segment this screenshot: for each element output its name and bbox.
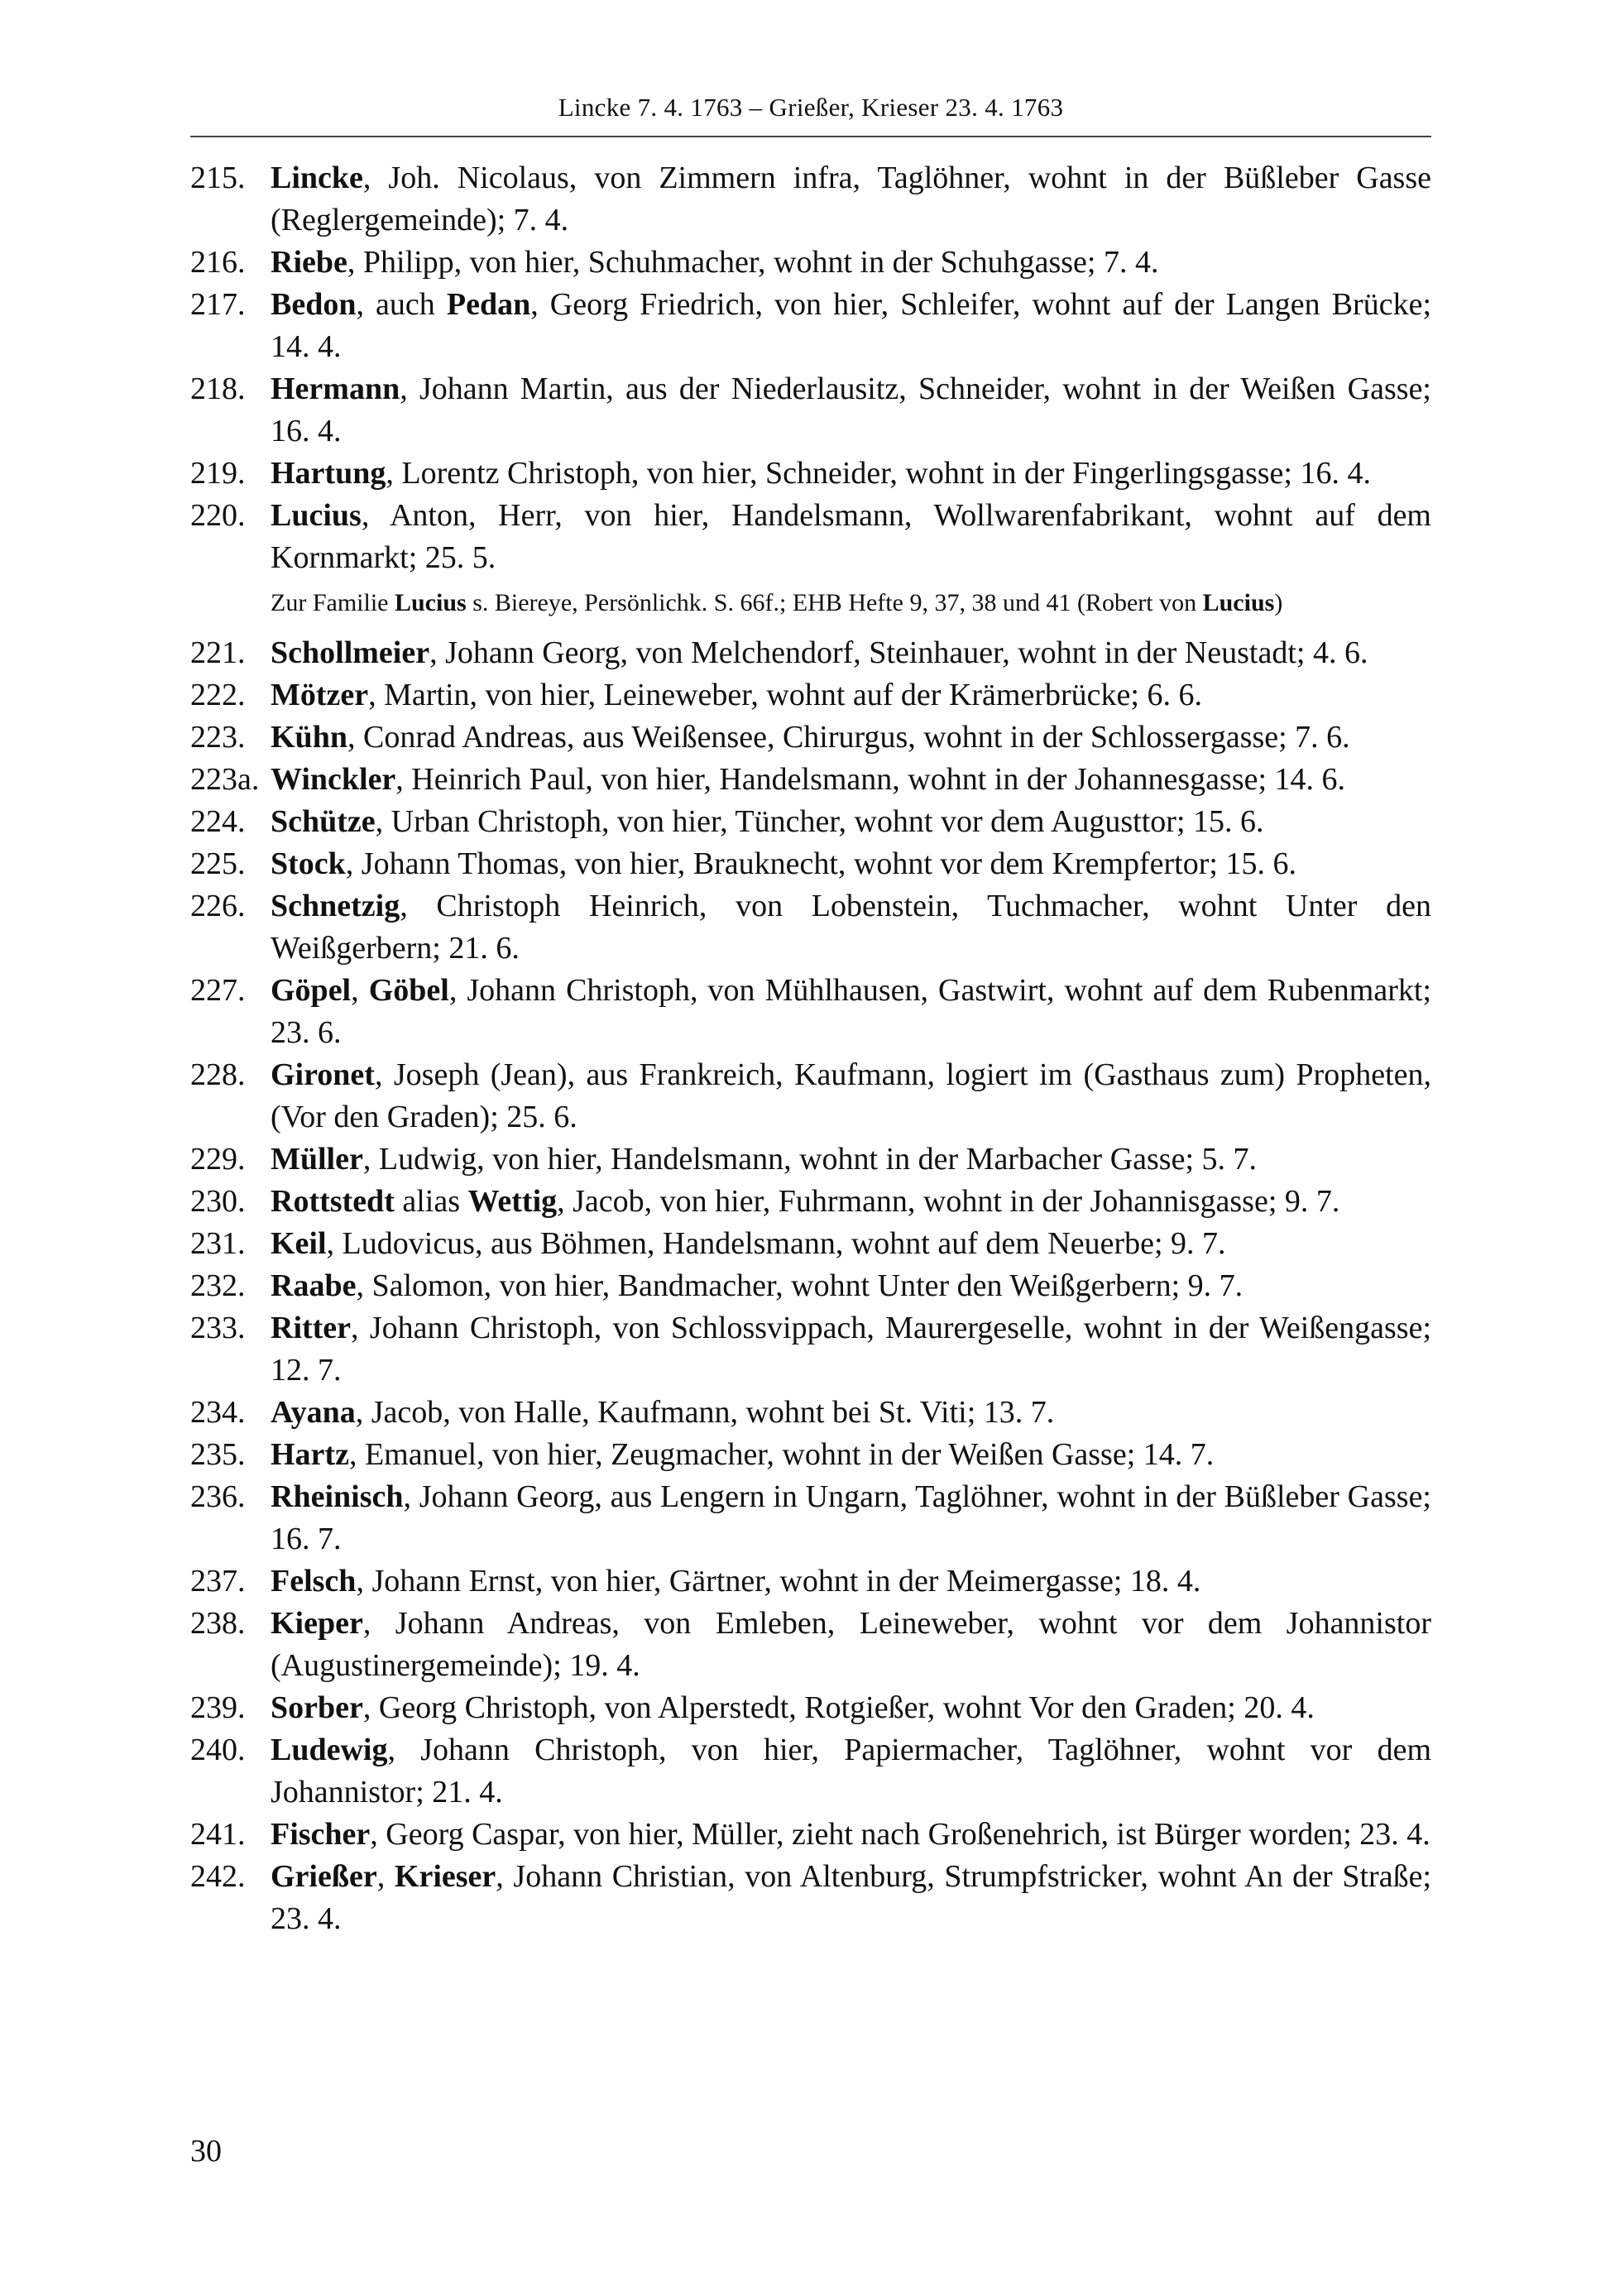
entry-details: , Ludovicus, aus Böhmen, Handelsmann, wohnt auf dem Neuerbe; 9. 7. [326,1226,1226,1261]
entry-details: , Johann Christian, von Altenburg, Strumpfstricker, wohnt An der Straße; 23. 4. [271,1859,1432,1936]
entry-text [271,1181,1431,1223]
entry-228 [190,1054,1431,1138]
entry-number: 240. [190,1733,246,1767]
entry-number: 227. [190,973,246,1008]
entry-details: , Martin, von hier, Leineweber, wohnt auf der Krämerbrücke; 6. 6. [368,678,1202,712]
entry-215 [190,157,1431,242]
entry-surname: Raabe [271,1268,357,1303]
entry-surname: Ludewig [271,1733,388,1767]
entry-number: 216. [190,245,246,280]
entry-surname: Ayana [271,1395,356,1430]
entry-226 [190,885,1431,970]
running-header: Lincke 7. 4. 1763 – Grießer, Krieser 23. 4. 1763 [558,93,1064,122]
entry-details: , Joh. Nicolaus, von Zimmern infra, Taglöhner, wohnt in der Büßleber Gasse (Reglergemeinde); 7. 4. [271,161,1431,237]
entry-details: , Jacob, von Halle, Kaufmann, wohnt bei St. Viti; 13. 7. [355,1395,1055,1430]
entry-details: , Georg Caspar, von hier, Müller, zieht nach Großenehrich, ist Bürger worden; 23. 4. [370,1817,1430,1852]
entry-number: 232. [190,1268,246,1303]
entry-text [271,1434,1431,1476]
entry-text [271,1392,1431,1434]
entry-details: , Johann Christoph, von hier, Papiermacher, Taglöhner, wohnt vor dem Johannistor; 21. 4. [271,1733,1431,1809]
entry-details: , Joseph (Jean), aus Frankreich, Kaufmann, logiert im (Gasthaus zum) Propheten, (Vor den Graden); 25. 6. [271,1057,1431,1134]
entry-text [271,759,1431,801]
entry-text [271,801,1431,843]
entry-text [271,885,1431,970]
entry-241 [190,1814,1431,1856]
entry-surname: Hartung [271,456,386,491]
entry-number: 237. [190,1564,246,1599]
entry-text [271,368,1431,453]
entry-number: 233. [190,1311,246,1345]
entry-text [271,632,1431,674]
entry-connector: , auch [356,287,447,322]
entry-223 [190,717,1431,759]
entry-number: 221. [190,635,246,670]
entry-connector: , [376,1859,395,1894]
entry-233 [190,1307,1431,1392]
entry-details: , Philipp, von hier, Schuhmacher, wohnt in der Schuhgasse; 7. 4. [347,245,1159,280]
entry-text [271,1476,1431,1560]
entry-surname: Schollmeier [271,635,430,670]
entry-surname: Grießer [271,1859,377,1894]
note-surname: Lucius [1202,589,1275,616]
entry-surname: Stock [271,846,346,881]
entry-details: , Heinrich Paul, von hier, Handelsmann, wohnt in der Johannesgasse; 14. 6. [395,762,1346,797]
entry-242 [190,1856,1431,1940]
entry-number: 225. [190,846,246,881]
entry-surname: Lincke [271,161,363,195]
entry-surname: Ritter [271,1311,352,1345]
entry-number: 241. [190,1817,246,1852]
entry-details: , Johann Ernst, von hier, Gärtner, wohnt in der Meimergasse; 18. 4. [356,1564,1201,1599]
note-surname: Lucius [394,589,467,616]
entry-surname: Sorber [271,1690,363,1725]
entry-text [271,1560,1431,1603]
note-text: Zur Familie [271,589,395,616]
entry-surname-variant: Krieser [394,1859,496,1894]
entry-connector: , [351,973,369,1008]
entry-number: 239. [190,1690,246,1725]
entry-details: , Johann Andreas, von Emleben, Leineweber, wohnt vor dem Johannistor (Augustinergemeinde); 19. 4. [271,1606,1431,1683]
entry-235 [190,1434,1431,1476]
entry-surname: Bedon [271,287,357,322]
entry-details: , Urban Christoph, von hier, Tüncher, wohnt vor dem Augusttor; 15. 6. [375,804,1264,839]
entry-text [271,495,1431,579]
entry-220-note [271,586,1431,621]
entry-surname: Schnetzig [271,889,400,923]
entry-text [271,1856,1431,1940]
entry-surname: Gironet [271,1057,375,1092]
entry-details: , Ludwig, von hier, Handelsmann, wohnt in der Marbacher Gasse; 5. 7. [362,1142,1258,1177]
entry-number: 228. [190,1057,246,1092]
entry-surname: Hartz [271,1437,349,1472]
entry-text [271,1687,1431,1729]
entry-details: , Georg Friedrich, von hier, Schleifer, wohnt auf der Langen Brücke; 14. 4. [271,287,1431,364]
entry-text [271,1138,1431,1181]
entry-details: , Johann Thomas, von hier, Brauknecht, wohnt vor dem Krempfertor; 15. 6. [345,846,1296,881]
entry-text [271,1603,1431,1687]
entry-details: , Christoph Heinrich, von Lobenstein, Tuchmacher, wohnt Unter den Weißgerbern; 21. 6. [271,889,1431,966]
entry-details: , Johann Christoph, von Mühlhausen, Gastwirt, wohnt auf dem Rubenmarkt; 23. 6. [271,973,1432,1050]
entry-details: , Emanuel, von hier, Zeugmacher, wohnt in der Weißen Gasse; 14. 7. [348,1437,1215,1472]
entry-234 [190,1392,1431,1434]
entry-text [271,1307,1431,1392]
entry-surname-variant: Göbel [368,973,449,1008]
note-text: s. Biereye, Persönlichk. S. 66f.; EHB Hefte 9, 37, 38 und 41 (Robert von [466,589,1203,616]
entry-text [271,843,1431,885]
entry-219 [190,453,1431,495]
entry-surname: Riebe [271,245,347,280]
entry-237 [190,1560,1431,1603]
entry-text [271,242,1431,284]
header-rule [190,136,1431,137]
entry-text [271,1265,1431,1307]
entry-details: , Johann Georg, aus Lengern in Ungarn, Taglöhner, wohnt in der Büßleber Gasse; 16. 7. [271,1479,1431,1556]
entry-number: 235. [190,1437,246,1472]
entry-surname: Fischer [271,1817,371,1852]
entry-218 [190,368,1431,453]
entry-surname: Mötzer [271,678,369,712]
entry-238 [190,1603,1431,1687]
entry-text [271,157,1431,242]
page-number: 30 [190,2134,222,2169]
entry-details: , Salomon, von hier, Bandmacher, wohnt Unter den Weißgerbern; 9. 7. [356,1268,1243,1303]
entry-231 [190,1223,1431,1265]
entry-text [271,1729,1431,1814]
entry-surname-variant: Wettig [467,1184,558,1219]
entry-217 [190,284,1431,368]
entry-surname: Schütze [271,804,376,839]
entry-surname: Winckler [271,762,396,797]
entry-number: 234. [190,1395,246,1430]
entry-surname: Göpel [271,973,352,1008]
entry-details: , Georg Christoph, von Alperstedt, Rotgießer, wohnt Vor den Graden; 20. 4. [362,1690,1315,1725]
entry-236 [190,1476,1431,1560]
entry-number: 219. [190,456,246,491]
entry-number: 242. [190,1859,246,1894]
entry-number: 223. [190,720,246,755]
entry-number: 218. [190,371,246,406]
entry-223a [190,759,1431,801]
entry-224 [190,801,1431,843]
entry-details: , Lorentz Christoph, von hier, Schneider, wohnt in der Fingerlingsgasse; 16. 4. [386,456,1371,491]
entry-230 [190,1181,1431,1223]
entry-details: , Conrad Andreas, aus Weißensee, Chirurgus, wohnt in der Schlossergasse; 7. 6. [347,720,1350,755]
entry-surname: Lucius [271,498,362,533]
entry-text [271,284,1431,368]
entry-surname: Kieper [271,1606,363,1641]
entry-225 [190,843,1431,885]
entry-number: 220. [190,498,246,533]
entry-222 [190,674,1431,717]
entry-surname: Müller [271,1142,363,1177]
entry-216 [190,242,1431,284]
entry-text [271,717,1431,759]
entry-number: 236. [190,1479,246,1514]
entry-229 [190,1138,1431,1181]
entry-surname: Rottstedt [271,1184,395,1219]
entry-number: 230. [190,1184,246,1219]
entry-232 [190,1265,1431,1307]
entry-text [271,1054,1431,1138]
entry-surname: Keil [271,1226,327,1261]
note-text: ) [1274,589,1283,616]
entry-text [271,453,1431,495]
entry-details: , Johann Martin, aus der Niederlausitz, Schneider, wohnt in der Weißen Gasse; 16. 4. [271,371,1431,448]
entry-text [271,674,1431,717]
entry-surname: Hermann [271,371,400,406]
entry-number: 222. [190,678,246,712]
entry-239 [190,1687,1431,1729]
entry-details: , Johann Georg, von Melchendorf, Steinhauer, wohnt in der Neustadt; 4. 6. [429,635,1368,670]
register-entries [190,157,1431,1940]
entry-surname: Kühn [271,720,347,755]
entry-text [271,1814,1431,1856]
entry-number: 229. [190,1142,246,1177]
entry-details: , Anton, Herr, von hier, Handelsmann, Wollwarenfabrikant, wohnt auf dem Kornmarkt; 25. 5. [271,498,1431,575]
entry-227 [190,970,1431,1054]
entry-text [271,970,1431,1054]
entry-number: 217. [190,287,246,322]
entry-number: 224. [190,804,246,839]
entry-surname: Rheinisch [271,1479,404,1514]
entry-number: 223a. [190,762,260,797]
entry-connector: alias [394,1184,468,1219]
entry-surname: Felsch [271,1564,357,1599]
entry-221 [190,632,1431,674]
entry-240 [190,1729,1431,1814]
entry-number: 215. [190,161,246,195]
entry-details: , Jacob, von hier, Fuhrmann, wohnt in der Johannisgasse; 9. 7. [557,1184,1340,1219]
entry-surname-variant: Pedan [446,287,531,322]
entry-details: , Johann Christoph, von Schlossvippach, Maurergeselle, wohnt in der Weißengasse; 12. 7. [271,1311,1431,1388]
entry-number: 226. [190,889,246,923]
entry-number: 231. [190,1226,246,1261]
entry-220 [190,495,1431,579]
entry-number: 238. [190,1606,246,1641]
entry-text [271,1223,1431,1265]
